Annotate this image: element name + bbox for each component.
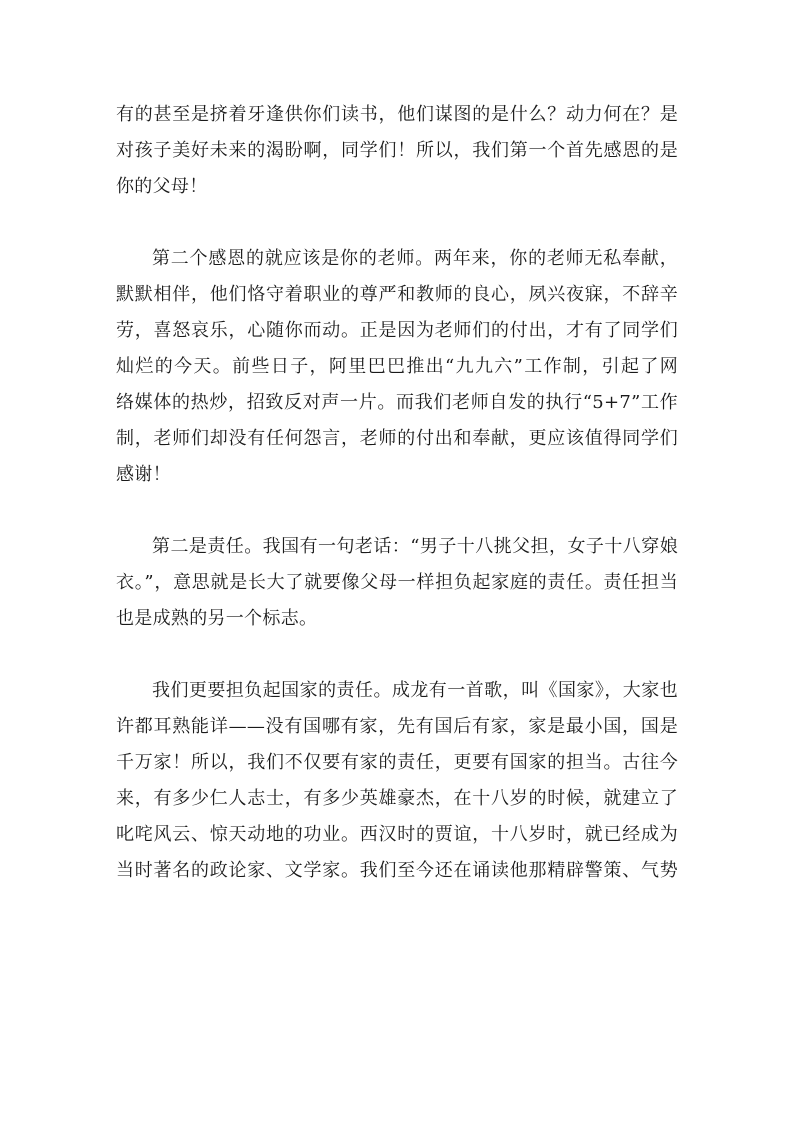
text-line: 你的父母！ bbox=[116, 176, 208, 197]
paragraph-1 bbox=[116, 97, 678, 205]
text-line: 当时著名的政论家、文学家。我们至今还在诵读他那精辟警策、气势 bbox=[116, 860, 678, 881]
paragraph-4 bbox=[116, 673, 678, 889]
text-line: 第二个感恩的就应该是你的老师。两年来，你的老师无私奉献， bbox=[152, 248, 678, 269]
text-line: 也是成熟的另一个标志。 bbox=[116, 608, 318, 629]
text-line: 来，有多少仁人志士，有多少英雄豪杰，在十八岁的时候，就建立了 bbox=[116, 788, 678, 809]
paragraph-2 bbox=[116, 241, 678, 493]
text-line: 感谢！ bbox=[116, 464, 171, 485]
text-line: 有的甚至是挤着牙逢供你们读书，他们谋图的是什么？动力何在？是 bbox=[116, 104, 678, 125]
text-line: 许都耳熟能详——没有国哪有家，先有国后有家，家是最小国，国是 bbox=[116, 716, 678, 737]
text-line: 默默相伴，他们恪守着职业的尊严和教师的良心，夙兴夜寐，不辞辛 bbox=[116, 284, 678, 305]
text-line: 劳，喜怒哀乐，心随你而动。正是因为老师们的付出，才有了同学们 bbox=[116, 320, 678, 341]
text-line: 对孩子美好未来的渴盼啊，同学们！所以，我们第一个首先感恩的是 bbox=[116, 140, 678, 161]
text-line: 我们更要担负起国家的责任。成龙有一首歌，叫《国家》，大家也 bbox=[152, 680, 678, 701]
text-line: 千万家！所以，我们不仅要有家的责任，更要有国家的担当。古往今 bbox=[116, 752, 678, 773]
document-body bbox=[116, 97, 678, 925]
text-line: 灿烂的今天。前些日子，阿里巴巴推出“九九六”工作制，引起了网 bbox=[116, 356, 678, 377]
text-line: 络媒体的热炒，招致反对声一片。而我们老师自发的执行“5+7”工作 bbox=[116, 392, 678, 413]
text-line: 叱咤风云、惊天动地的功业。西汉时的贾谊，十八岁时，就已经成为 bbox=[116, 824, 678, 845]
paragraph-3 bbox=[116, 529, 678, 637]
text-line: 衣。”，意思就是长大了就要像父母一样担负起家庭的责任。责任担当 bbox=[116, 572, 678, 593]
text-line: 制，老师们却没有任何怨言，老师的付出和奉献，更应该值得同学们 bbox=[116, 428, 678, 449]
text-line: 第二是责任。我国有一句老话：“男子十八挑父担，女子十八穿娘 bbox=[152, 536, 678, 557]
